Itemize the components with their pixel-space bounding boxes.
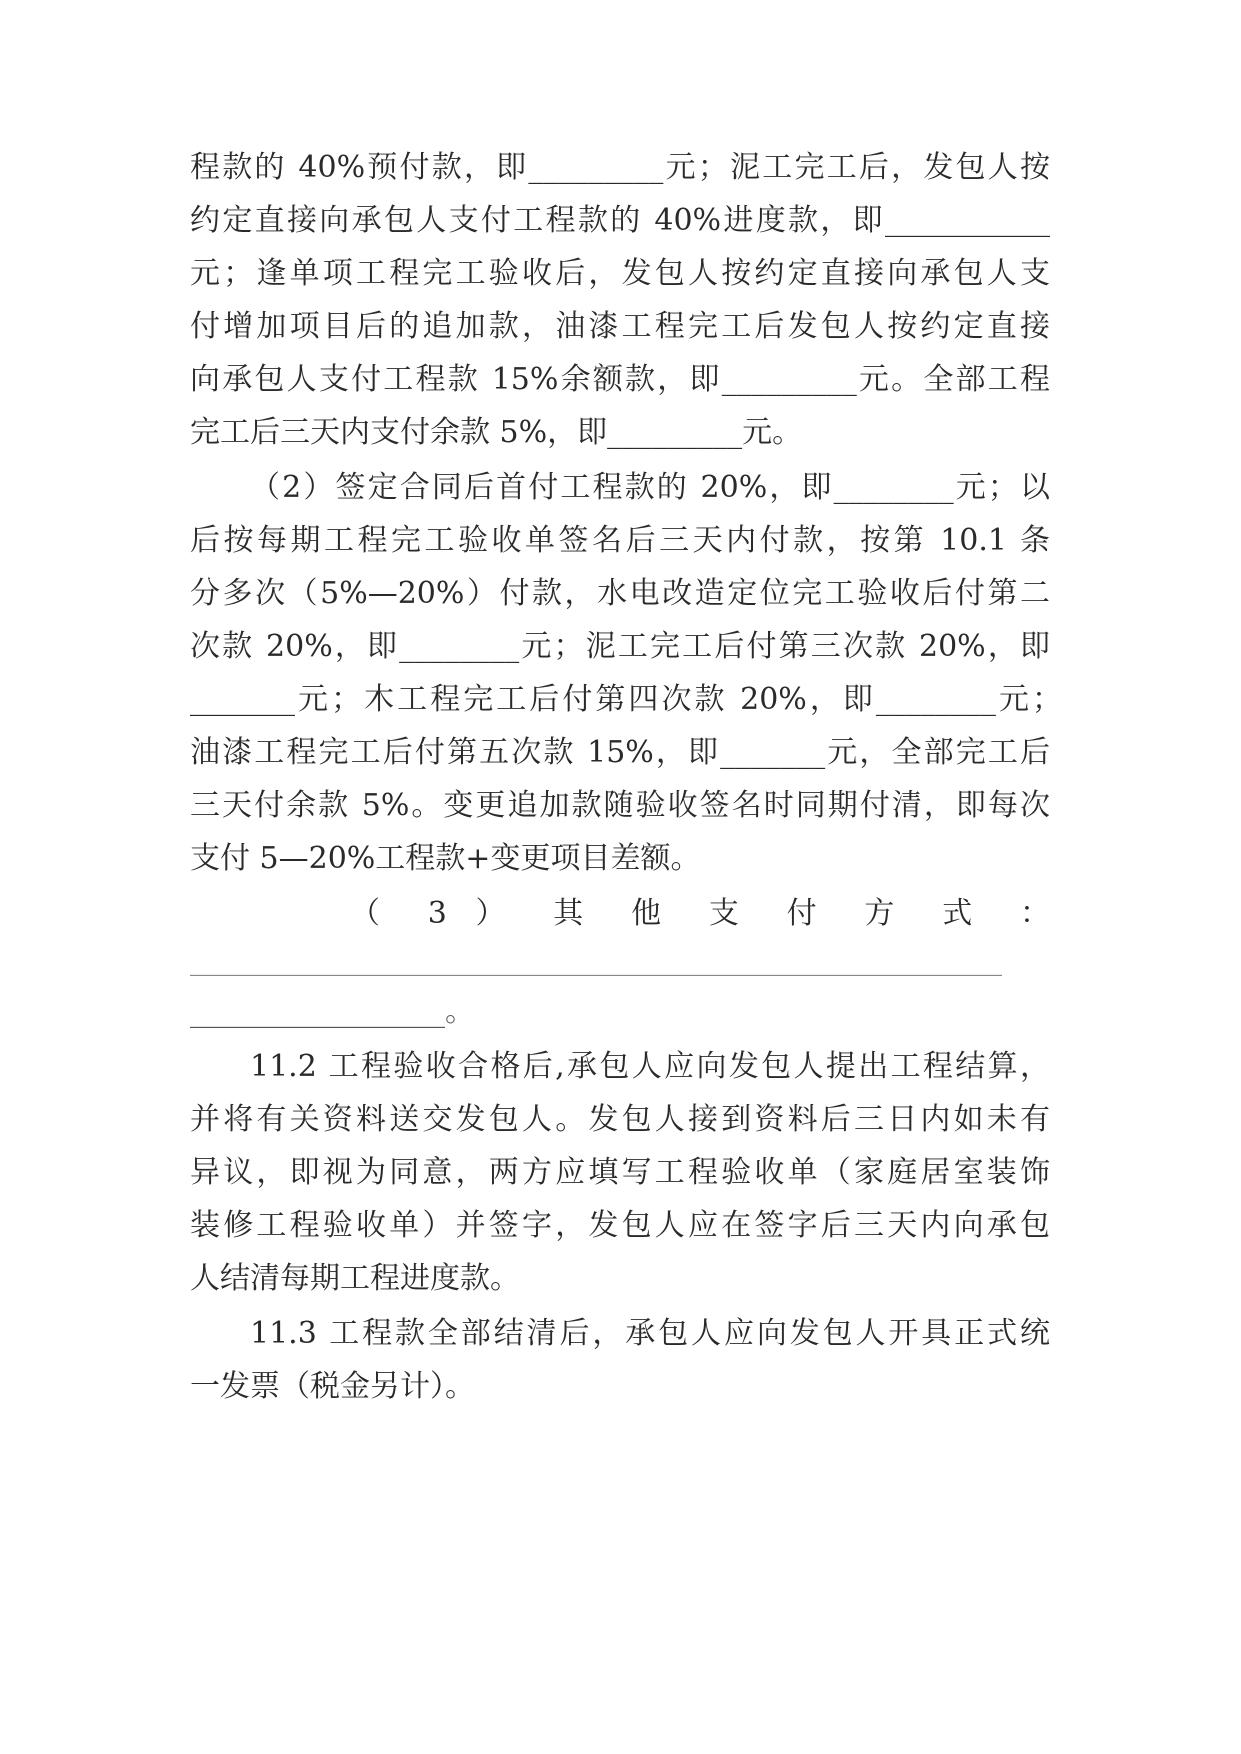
text-line: （2）签定合同后首付工程款的 20%，即________元；以 [250,470,1050,505]
text-line: 支付 5—20%工程款+变更项目差额。 [190,841,701,876]
blank-underline-end: _________________。 [190,994,475,1029]
text-line: 分多次（5%—20%）付款，水电改造定位完工验收后付第二 [190,576,1050,611]
text-line: 向承包人支付工程款 15%余额款，即_________元。全部工程 [190,362,1050,397]
text-line: 一发票（税金另计）。 [190,1369,475,1404]
text-line: 付增加项目后的追加款，油漆工程完工后发包人按约定直接 [190,309,1050,344]
text-line: 约定直接向承包人支付工程款的 40%进度款，即___________ [190,203,1050,238]
text-line-spaced-heading: （ 3 ） 其 他 支 付 方 式 ： [350,896,1050,931]
text-line: _______元；木工程完工后付第四次款 20%，即________元； [190,682,1062,717]
text-line: 完工后三天内支付余款 5%，即_________元。 [190,415,803,450]
text-line: 11.2 工程验收合格后,承包人应向发包人提出工程结算， [250,1049,1050,1084]
text-line: 程款的 40%预付款，即_________元；泥工完工后，发包人按 [190,150,1050,185]
text-line: 后按每期工程完工验收单签名后三天内付款，按第 10.1 条 [190,523,1050,558]
text-line: 次款 20%，即________元；泥工完工后付第三次款 20%，即 [190,629,1050,664]
text-line: 并将有关资料送交发包人。发包人接到资料后三日内如未有 [190,1102,1050,1137]
text-line: 元；逢单项工程完工验收后，发包人按约定直接向承包人支 [190,256,1050,291]
text-line: 人结清每期工程进度款。 [190,1261,520,1296]
text-line: 装修工程验收单）并签字，发包人应在签字后三天内向承包 [190,1208,1050,1243]
text-line: 异议，即视为同意，两方应填写工程验收单（家庭居室装饰 [190,1155,1050,1190]
text-line: 油漆工程完工后付第五次款 15%，即_______元，全部完工后 [190,735,1050,770]
text-line: 三天付余款 5%。变更追加款随验收签名时同期付清，即每次 [190,788,1050,823]
text-line: 11.3 工程款全部结清后，承包人应向发包人开具正式统 [250,1316,1050,1351]
blank-underline: ________________________________________________________ [190,942,1002,976]
